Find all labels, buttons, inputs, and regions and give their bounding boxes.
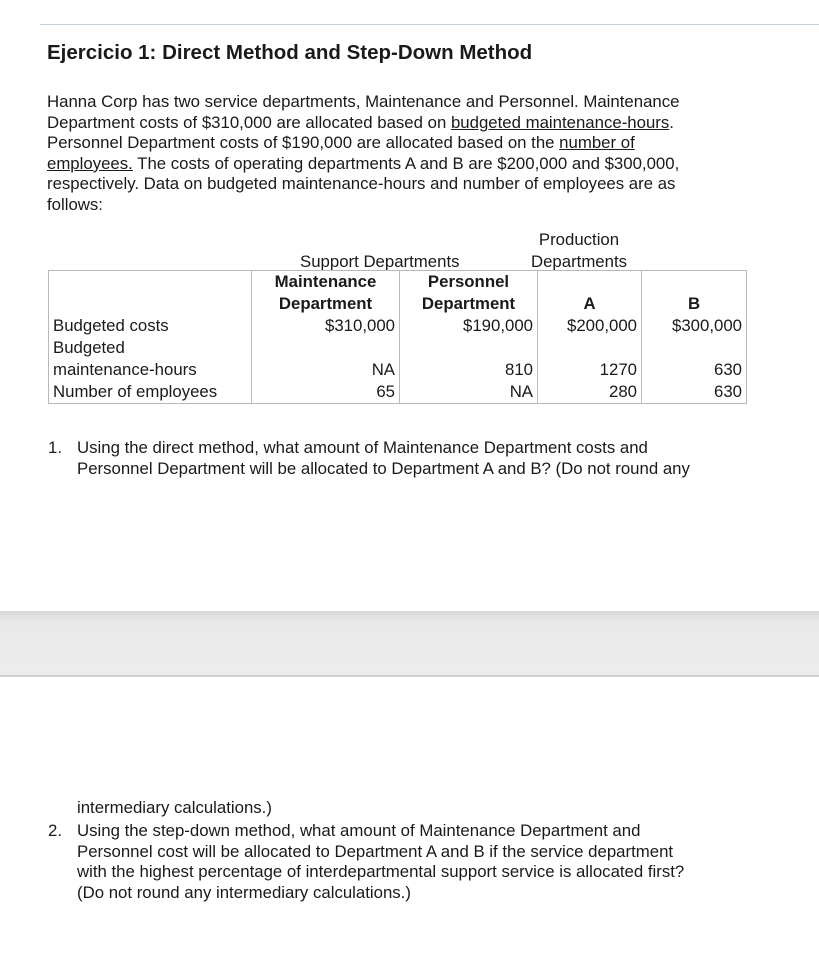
question-text: Using the step-down method, what amount of Maintenance Department and Personnel cost will be allocated to Department A and B if the service department with the highest percentage of interdepartmental support service is allocated first? (Do not round any intermediary calculations.) (77, 821, 685, 902)
page-break-band (0, 611, 819, 677)
intro-line: employees. The costs of operating departments A and B are $200,000 and $300,000, (47, 153, 680, 173)
question-number: 2. (48, 821, 62, 840)
cell-maintenance: 65 (252, 381, 400, 404)
exercise-title: Ejercicio 1: Direct Method and Step-Down Method (47, 41, 533, 64)
underlined-term: employees. (47, 153, 133, 173)
intro-paragraph (47, 92, 807, 215)
row-label: Number of employees (49, 381, 252, 404)
cell-personnel: $190,000 (400, 315, 538, 337)
row-label: Budgeted costs (49, 315, 252, 337)
underlined-term: number of (559, 133, 635, 152)
intro-line: Personnel Department costs of $190,000 are allocated based on the number of (47, 133, 635, 152)
col-header-a: A (538, 271, 642, 316)
question-text: intermediary calculations.) (77, 798, 272, 817)
cell-a: 280 (538, 381, 642, 404)
question-number: 1. (48, 438, 62, 457)
question-text: Using the direct method, what amount of Maintenance Department costs and Personnel Department will be allocated to Department A and B? (Do not round any (77, 438, 690, 478)
table-header-row (49, 271, 747, 316)
row-label: Budgeted maintenance-hours (49, 337, 252, 381)
cell-personnel: NA (400, 381, 538, 404)
col-header-maintenance: Maintenance Department (252, 271, 400, 316)
cell-maintenance: $310,000 (252, 315, 400, 337)
table-row (49, 315, 747, 337)
col-header-b: B (642, 271, 747, 316)
cost-data-table (48, 270, 747, 404)
cell-a: $200,000 (538, 315, 642, 337)
cell-b: 630 (642, 381, 747, 404)
intro-line: Department costs of $310,000 are allocated based on budgeted maintenance-hours. (47, 112, 674, 132)
underlined-term: budgeted maintenance-hours (450, 112, 670, 132)
intro-line: follows: (47, 194, 103, 214)
table-row (49, 381, 747, 404)
table-row (49, 337, 747, 381)
support-departments-header: Support Departments (300, 252, 460, 271)
production-departments-header: Production Departments (530, 230, 628, 271)
col-header-personnel: Personnel Department (400, 271, 538, 316)
cell-b: 630 (642, 337, 747, 381)
cell-personnel: 810 (400, 337, 538, 381)
top-divider (40, 24, 819, 25)
intro-line: Hanna Corp has two service departments, Maintenance and Personnel. Maintenance (47, 92, 680, 111)
cell-maintenance: NA (252, 337, 400, 381)
table-corner-cell (49, 271, 252, 316)
cell-a: 1270 (538, 337, 642, 381)
cell-b: $300,000 (642, 315, 747, 337)
intro-line: respectively. Data on budgeted maintenance-hours and number of employees are as (47, 174, 676, 193)
